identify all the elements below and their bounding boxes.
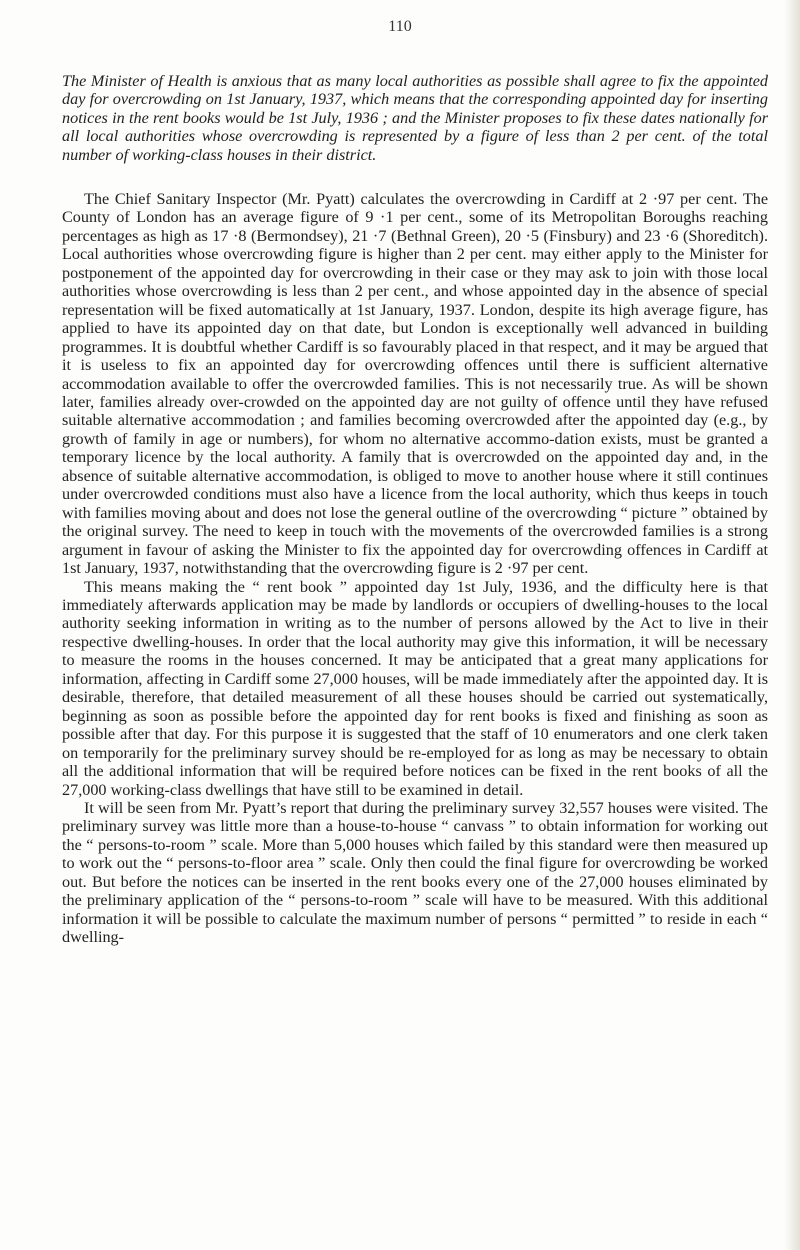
- body-paragraph-3: It will be seen from Mr. Pyatt’s report that during the preliminary survey 32,557 houses were visited. The preliminary survey was little more than a house-to-house “ canvass ” to obtain information for working out the “ persons-to-room ” scale. More than 5,000 houses which failed by this standard were then measured up to work out the “ persons-to-floor area ” scale. Only then could the final figure for overcrowding be worked out. But before the notices can be inserted in the rent books every one of the 27,000 houses eliminated by the preliminary application of the “ persons-to-room ” scale will have to be measured. With this additional information it will be possible to calculate the maximum number of persons “ permitted ” to reside in each “ dwelling-: [62, 798, 768, 947]
- page-body: [62, 72, 768, 947]
- page-edge-shadow: [784, 0, 800, 1250]
- body-paragraph-2: This means making the “ rent book ” appointed day 1st July, 1936, and the difficulty here is that immediately afterwards application may be made by landlords or occupiers of dwelling-houses to the local authority seeking information in writing as to the number of persons allowed by the Act to live in their respective dwelling-houses. In order that the local authority may give this information, it will be necessary to measure the rooms in the houses concerned. It may be anticipated that a great many applications for information, affecting in Cardiff some 27,000 houses, will be made immediately after the appointed day. It is desirable, therefore, that detailed measurement of all these houses should be carried out systematically, beginning as soon as possible before the appointed day for rent books is fixed and finishing as soon as possible after that day. For this purpose it is suggested that the staff of 10 enumerators and one clerk taken on temporarily for the preliminary survey should be re-employed for as long as may be necessary to obtain all the additional information that will be required before notices can be fixed in the rent books of all the 27,000 working-class dwellings that have still to be examined in detail.: [62, 577, 768, 799]
- page-number: 110: [388, 18, 412, 35]
- intro-paragraph: The Minister of Health is anxious that as many local authorities as possible shall agree to fix the appointed day for overcrowding on 1st January, 1937, which means that the corresponding appointed day for inserting notices in the rent books would be 1st July, 1936 ; and the Minister proposes to fix these dates nationally for all local authorities whose overcrowding is represented by a figure of less than 2 per cent. of the total number of working-class houses in their district.: [62, 72, 768, 164]
- body-paragraph-1: The Chief Sanitary Inspector (Mr. Pyatt) calculates the overcrowding in Cardiff at 2 ·97 per cent. The County of London has an average figure of 9 ·1 per cent., some of its Metropolitan Boroughs reaching percentages as high as 17 ·8 (Bermondsey), 21 ·7 (Bethnal Green), 20 ·5 (Finsbury) and 23 ·6 (Shoreditch). Local authorities whose overcrowding figure is higher than 2 per cent. may either apply to the Minister for postponement of the appointed day for overcrowding in their case or they may ask to join with those local authorities whose overcrowding is less than 2 per cent., and whose appointed day in the absence of special representation will be fixed automatically at 1st January, 1937. London, despite its high average figure, has applied to have its appointed day on that date, but London is exceptionally well advanced in building programmes. It is doubtful whether Cardiff is so favourably placed in that respect, and it may be argued that it is useless to fix an appointed day for overcrowding offences until there is sufficient alternative accommodation available to offer the overcrowded families. This is not necessarily true. As will be shown later, families already over-crowded on the appointed day are not guilty of offence until they have refused suitable alternative accommodation ; and families becoming overcrowded after the appointed day (e.g., by growth of family in age or numbers), for whom no alternative accommo-dation exists, must be granted a temporary licence by the local authority. A family that is overcrowded on the appointed day and, in the absence of suitable alternative accommodation, is obliged to move to another house where it still continues under overcrowded conditions must also have a licence from the local authority, which thus keeps in touch with families moving about and does not lose the general outline of the overcrowding “ picture ” obtained by the original survey. The need to keep in touch with the movements of the overcrowded families is a strong argument in favour of asking the Minister to fix the appointed day for overcrowding offences in Cardiff at 1st January, 1937, notwithstanding that the overcrowding figure is 2 ·97 per cent.: [62, 190, 768, 578]
